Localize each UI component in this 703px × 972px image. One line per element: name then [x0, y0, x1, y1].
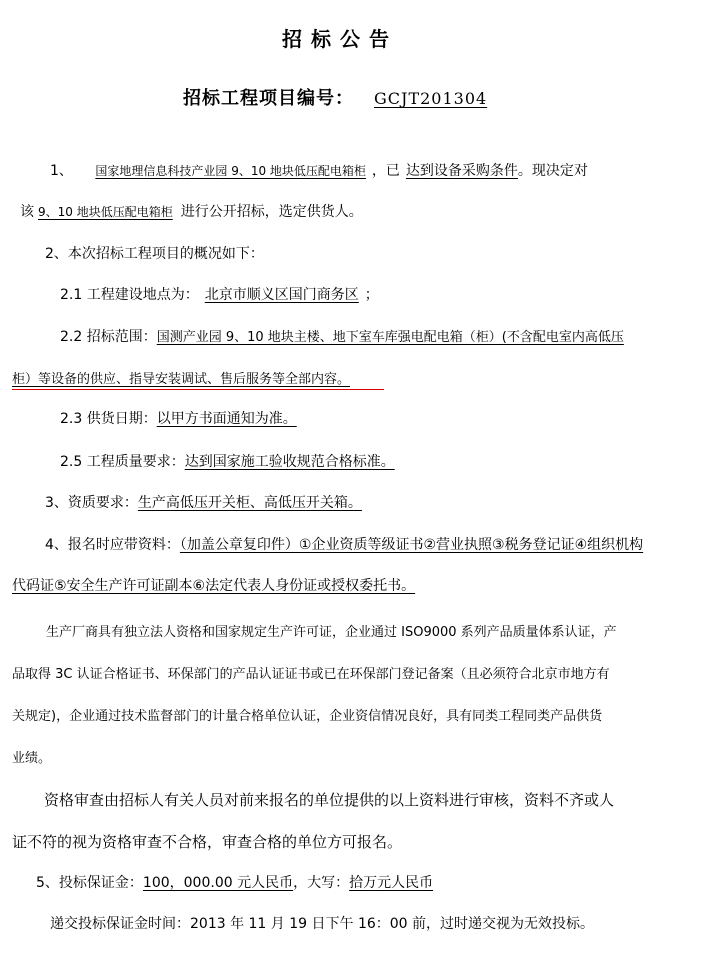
p3-label: 3、资质要求： — [45, 495, 138, 511]
p1-condition: 达到设备采购条件 — [405, 163, 518, 179]
p1-line2-pre: 该 — [20, 204, 34, 220]
p1-num: 1、 — [50, 163, 73, 179]
review-line-1: 资格审查由招标人有关人员对前来报名的单位提供的以上资料进行审核，资料不齐或人 — [44, 791, 615, 809]
page-title: 招标公告 — [282, 27, 398, 51]
project-number-value: GCJT201304 — [374, 89, 488, 108]
p5-amount-cn: 拾万元人民币 — [349, 875, 434, 891]
p5 — [36, 873, 433, 893]
p2-3-label: 2.3 供货日期： — [60, 411, 157, 427]
deadline: 递交投标保证金时间：2013 年 11 月 19 日下午 16：00 前，过时递交视为无效投标。 — [50, 916, 595, 932]
p3-value: 生产高低压开关柜、高低压开关箱。 — [137, 495, 362, 511]
p4-label: 4、报名时应带资料： — [45, 537, 180, 553]
p2-1 — [60, 285, 379, 305]
red-underline — [12, 389, 384, 390]
req-line-1: 生产厂商具有独立法人资格和国家规定生产许可证，企业通过 ISO9000 系列产品质量体系认证，产 — [46, 625, 617, 640]
p4-line1 — [45, 535, 643, 555]
p2-1-value: 北京市顺义区国门商务区 — [204, 287, 359, 303]
p2-2-line1 — [60, 327, 624, 348]
req-line-4: 业绩。 — [12, 751, 52, 766]
p1-line1 — [50, 161, 588, 181]
req-line-3: 关规定)，企业通过技术监督部门的计量合格单位认证，企业资信情况良好，具有同类工程同类产品供货 — [12, 709, 603, 724]
p1-line2 — [20, 202, 363, 222]
p2-3 — [60, 409, 297, 429]
p1-project: 国家地理信息科技产业园 9、10 地块低压配电箱柜 — [95, 164, 366, 178]
p1-line2-tail: 进行公开招标，选定供货人。 — [180, 204, 363, 220]
p1-mid: ，已 — [371, 163, 400, 179]
project-number — [183, 88, 491, 110]
p5-amount: 100，000.00 元人民币 — [142, 875, 294, 891]
p2-2-label: 2.2 招标范围： — [60, 329, 157, 345]
p2-5-value: 达到国家施工验收规范合格标准。 — [184, 454, 395, 470]
p5-mid: ，大写： — [293, 875, 350, 891]
p1-tail: 。现决定对 — [517, 163, 588, 179]
p5-label: 5、投标保证金： — [36, 875, 143, 891]
p2-1-label: 2.1 工程建设地点为： — [60, 287, 199, 303]
p2-5 — [60, 452, 395, 472]
review-line-2: 证不符的视为资格审查不合格，审查合格的单位方可报名。 — [12, 833, 403, 851]
project-number-label: 招标工程项目编号： — [183, 88, 354, 109]
p2-2-line2 — [12, 369, 350, 390]
p1-line2-project: 9、10 地块低压配电箱柜 — [38, 205, 173, 219]
p4-line2 — [12, 576, 415, 596]
p2-5-label: 2.5 工程质量要求： — [60, 454, 185, 470]
p4-value-line1: （加盖公章复印件）①企业资质等级证书②营业执照③税务登记证④组织机构 — [179, 537, 644, 553]
p2-3-value: 以甲方书面通知为准。 — [156, 411, 297, 427]
p2-1-tail: ； — [364, 287, 379, 303]
p2-2-value-line2: 柜）等设备的供应、指导安装调试、售后服务等全部内容。 — [12, 372, 351, 387]
p4-value-line2: 代码证⑤安全生产许可证副本⑥法定代表人身份证或授权委托书。 — [12, 578, 416, 594]
req-line-2: 品取得 3C 认证合格证书、环保部门的产品认证证书或已在环保部门登记备案（且必须符合北京市地方有 — [12, 667, 610, 682]
p2-2-value-line1: 国测产业园 9、10 地块主楼、地下室车库强电配电箱（柜）(不含配电室内高低压 — [156, 330, 624, 345]
p2-heading: 2、本次招标工程项目的概况如下： — [45, 246, 264, 262]
p3 — [45, 493, 362, 513]
